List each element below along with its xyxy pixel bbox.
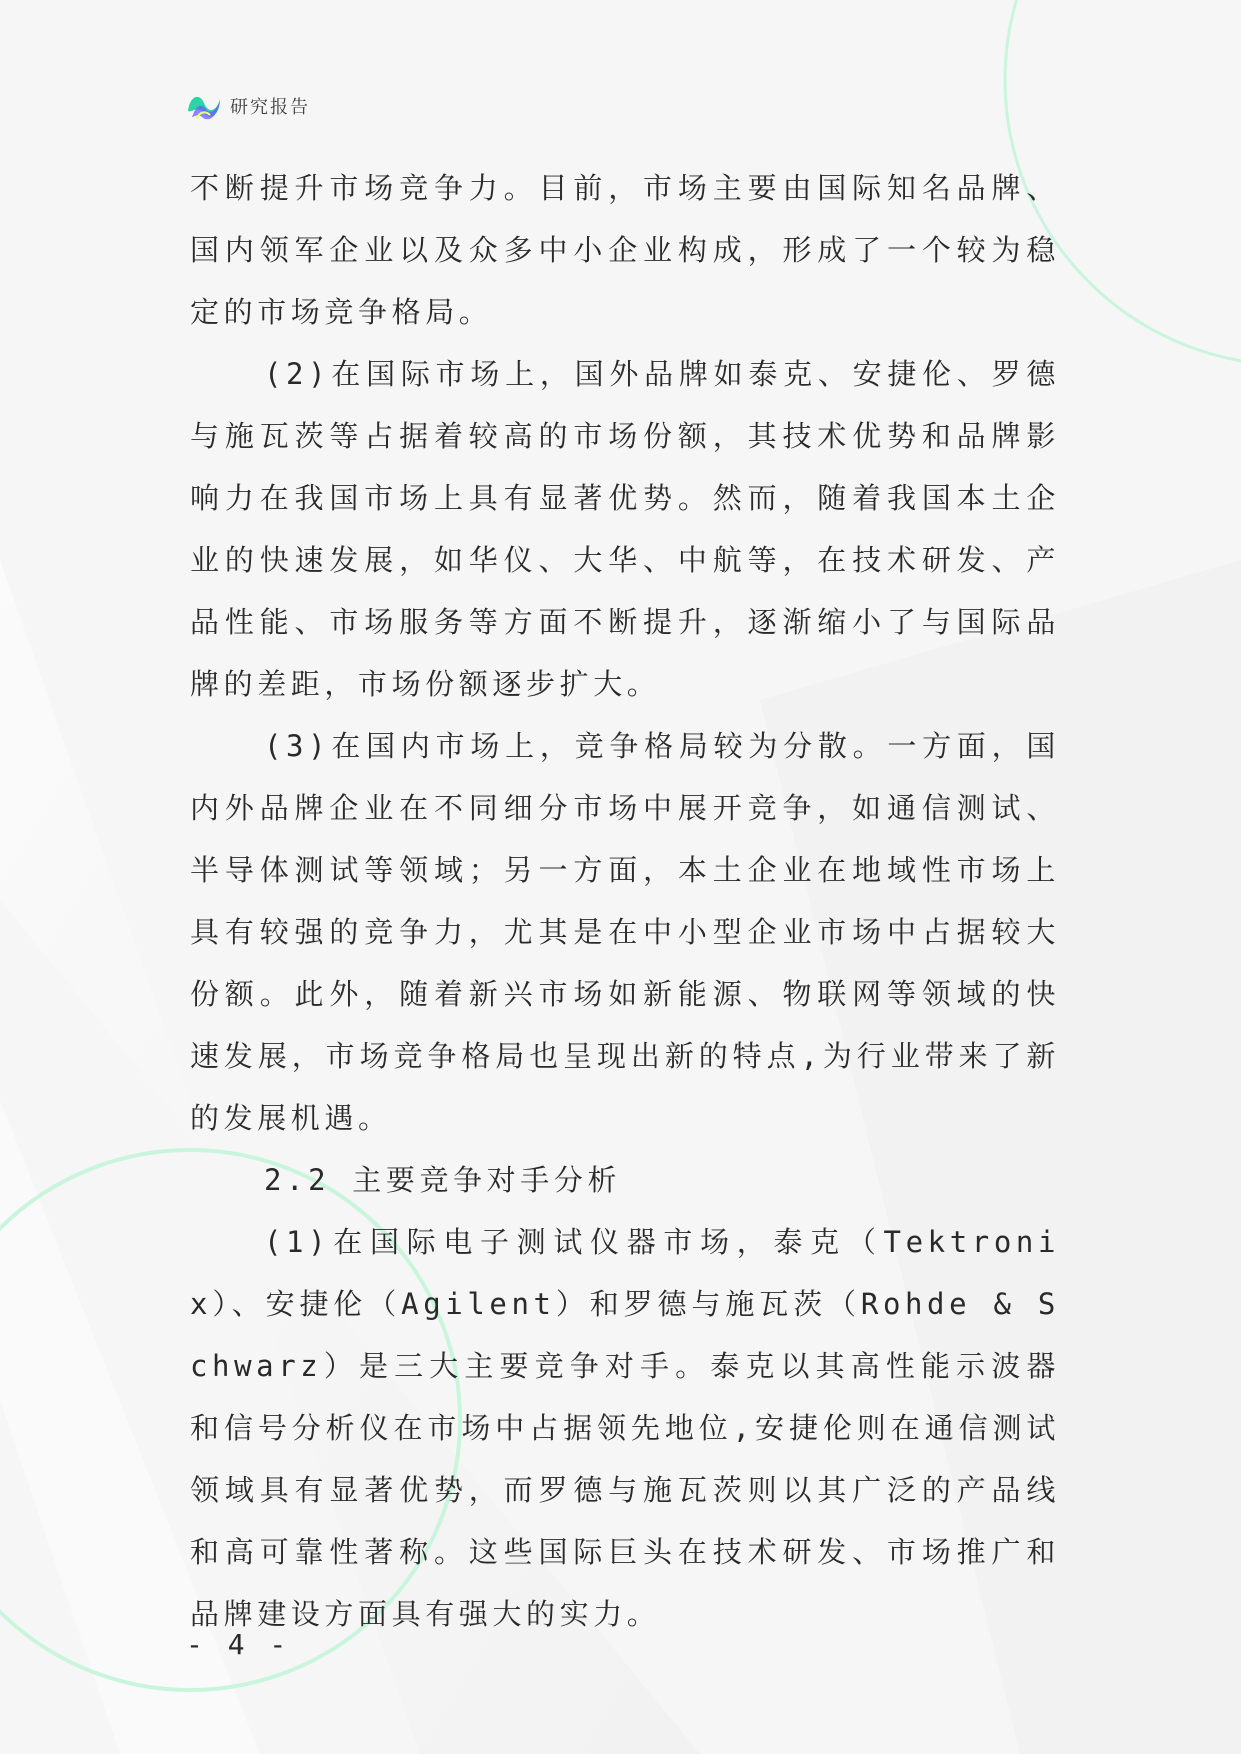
brand-logo-icon	[186, 89, 222, 123]
paragraph-domestic-market: (3)在国内市场上，竞争格局较为分散。一方面，国内外品牌企业在不同细分市场中展开竞争，如通信测试、半导体测试等领域；另一方面，本土企业在地域性市场上具有较强的竞争力，尤其是在中小型企业市场中占据较大份额。此外，随着新兴市场如新能源、物联网等领域的快速发展，市场竞争格局也呈现出新的特点,为行业带来了新的发展机遇。	[190, 729, 1060, 1135]
paragraph-international-market: (2)在国际市场上，国外品牌如泰克、安捷伦、罗德与施瓦茨等占据着较高的市场份额，其技术优势和品牌影响力在我国市场上具有显著优势。然而，随着我国本土企业的快速发展，如华仪、大华、中航等，在技术研发、产品性能、市场服务等方面不断提升，逐渐缩小了与国际品牌的差距，市场份额逐步扩大。	[190, 357, 1060, 701]
paragraph-competition-intro: 不断提升市场竞争力。目前，市场主要由国际知名品牌、国内领军企业以及众多中小企业构成，形成了一个较为稳定的市场竞争格局。	[190, 171, 1060, 329]
page-number: - 4 -	[186, 1628, 291, 1661]
document-body	[190, 157, 1060, 1645]
report-header	[186, 86, 310, 126]
report-title: 研究报告	[230, 97, 310, 118]
section-heading: 2.2 主要竞争对手分析	[264, 1163, 622, 1197]
paragraph-main-competitors: (1)在国际电子测试仪器市场，泰克（Tektronix）、安捷伦（Agilent）和罗德与施瓦茨（Rohde & Schwarz）是三大主要竞争对手。泰克以其高性能示波器和信号分析仪在市场中占据领先地位,安捷伦则在通信测试领域具有显著优势，而罗德与施瓦茨则以其广泛的产品线和高可靠性著称。这些国际巨头在技术研发、市场推广和品牌建设方面具有强大的实力。	[190, 1225, 1060, 1631]
